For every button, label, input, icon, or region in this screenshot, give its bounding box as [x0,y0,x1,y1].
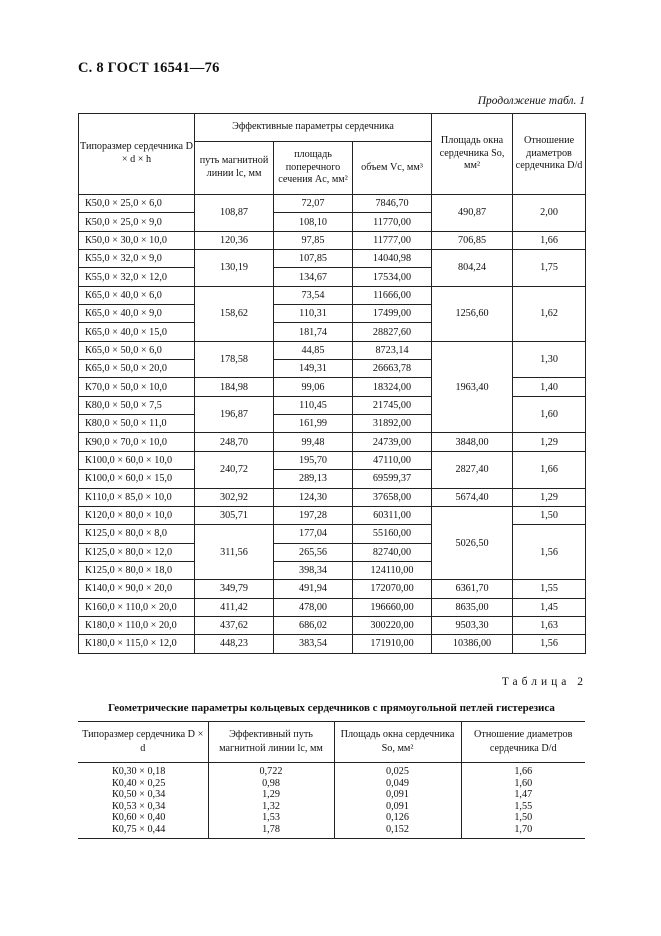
cell-path: 437,62 [195,616,274,634]
cell-area: 110,45 [274,396,353,414]
cell-name: К125,0 × 80,0 × 12,0 [79,543,195,561]
cell-volume: 60311,00 [353,506,432,524]
cell-ratio: 1,56 [513,635,586,653]
cell-name: К65,0 × 40,0 × 15,0 [79,323,195,341]
cell-name: К55,0 × 32,0 × 9,0 [79,250,195,268]
header-window: Площадь окна сердечника So, мм² [432,114,513,195]
cell-path: 305,71 [195,506,274,524]
t2-cell-window: 0,049 [334,778,461,790]
t2-cell-name: К0,75 × 0,44 [78,824,208,838]
table-row [79,580,586,598]
table-row [79,616,586,634]
t2-cell-ratio: 1,50 [461,812,585,824]
cell-volume: 171910,00 [353,635,432,653]
cell-area: 134,67 [274,268,353,286]
t2-cell-window: 0,091 [334,801,461,813]
cell-volume: 26663,78 [353,360,432,378]
cell-path: 108,87 [195,195,274,232]
cell-ratio: 1,62 [513,286,586,341]
cell-ratio: 1,30 [513,341,586,378]
cell-area: 289,13 [274,470,353,488]
cell-path: 178,58 [195,341,274,378]
cell-path: 302,92 [195,488,274,506]
header-volume: объем Vc, мм³ [353,142,432,195]
table-row [79,231,586,249]
cell-volume: 31892,00 [353,415,432,433]
cell-area: 195,70 [274,451,353,469]
cell-window: 804,24 [432,250,513,287]
cell-name: К50,0 × 25,0 × 6,0 [79,195,195,213]
t2-cell-name: К0,40 × 0,25 [112,777,166,789]
cell-volume: 11666,00 [353,286,432,304]
cell-area: 107,85 [274,250,353,268]
table-row [79,451,586,469]
cell-volume: 11770,00 [353,213,432,231]
table-2-label: Таблица 2 [501,676,587,688]
cell-name: К65,0 × 50,0 × 6,0 [79,341,195,359]
cell-window: 706,85 [432,231,513,249]
cell-area: 97,85 [274,231,353,249]
cell-name: К125,0 × 80,0 × 8,0 [79,525,195,543]
cell-volume: 17499,00 [353,305,432,323]
header-area: площадь поперечного сечения Ac, мм² [274,142,353,195]
t2-cell-path: 1,78 [208,824,334,838]
cell-name: К70,0 × 50,0 × 10,0 [79,378,195,396]
cell-window: 1963,40 [432,341,513,433]
cell-path: 120,36 [195,231,274,249]
t2-header-size: Типоразмер сердечника D × d [78,722,208,763]
t2-header-path: Эффективный путь магнитной линии lc, мм [208,722,334,763]
cell-path: 311,56 [195,525,274,580]
cell-name: К100,0 × 60,0 × 10,0 [79,451,195,469]
cell-volume: 300220,00 [353,616,432,634]
cell-area: 110,31 [274,305,353,323]
cell-area: 686,02 [274,616,353,634]
table-2 [78,721,585,839]
cell-name: К180,0 × 115,0 × 12,0 [79,635,195,653]
t2-cell-path: 0,98 [208,778,334,790]
cell-volume: 11777,00 [353,231,432,249]
t2-header-window: Площадь окна сердечника So, мм² [334,722,461,763]
t2-cell-name: К0,50 × 0,34 [112,789,166,801]
cell-name: К120,0 × 80,0 × 10,0 [79,506,195,524]
cell-name: К65,0 × 50,0 × 20,0 [79,360,195,378]
cell-ratio: 1,50 [513,506,586,524]
cell-volume: 124110,00 [353,561,432,579]
cell-ratio: 1,29 [513,433,586,451]
cell-area: 124,30 [274,488,353,506]
cell-volume: 17534,00 [353,268,432,286]
t2-cell-path: 1,53 [208,812,334,824]
t2-cell-ratio: 1,47 [461,789,585,801]
t2-cell-name: К0,60 × 0,40 [112,812,166,824]
t2-cell-window: 0,126 [334,812,461,824]
cell-area: 265,56 [274,543,353,561]
cell-window: 3848,00 [432,433,513,451]
cell-window: 6361,70 [432,580,513,598]
t2-cell-ratio: 1,60 [461,778,585,790]
t2-cell-name: К0,30 × 0,18 [112,766,166,777]
cell-volume: 37658,00 [353,488,432,506]
page-header: С. 8 ГОСТ 16541—76 [78,60,220,76]
t2-cell-path: 1,29 [208,789,334,801]
table-row [78,801,585,813]
cell-window: 9503,30 [432,616,513,634]
cell-window: 5026,50 [432,506,513,579]
cell-area: 197,28 [274,506,353,524]
cell-volume: 28827,60 [353,323,432,341]
t2-header-ratio: Отношение диаметров сердечника D/d [461,722,585,763]
cell-window: 10386,00 [432,635,513,653]
cell-name: К80,0 × 50,0 × 7,5 [79,396,195,414]
cell-name: К65,0 × 40,0 × 6,0 [79,286,195,304]
continuation-label: Продолжение табл. 1 [477,95,585,107]
header-size: Типоразмер сердечника D × d × h [79,114,195,195]
table-row [78,763,585,778]
t2-cell-ratio: 1,66 [461,763,585,778]
cell-name: К125,0 × 80,0 × 18,0 [79,561,195,579]
cell-ratio: 1,56 [513,525,586,580]
cell-name: К65,0 × 40,0 × 9,0 [79,305,195,323]
cell-ratio: 1,75 [513,250,586,287]
cell-name: К55,0 × 32,0 × 12,0 [79,268,195,286]
cell-area: 478,00 [274,598,353,616]
table-row [79,506,586,524]
cell-name: К140,0 × 90,0 × 20,0 [79,580,195,598]
cell-window: 8635,00 [432,598,513,616]
cell-area: 181,74 [274,323,353,341]
t2-cell-window: 0,091 [334,789,461,801]
cell-area: 149,31 [274,360,353,378]
cell-volume: 14040,98 [353,250,432,268]
t2-cell-ratio: 1,70 [461,824,585,838]
cell-ratio: 1,60 [513,396,586,433]
cell-path: 411,42 [195,598,274,616]
t2-cell-ratio: 1,55 [461,801,585,813]
table-row [78,789,585,801]
cell-ratio: 1,29 [513,488,586,506]
cell-path: 130,19 [195,250,274,287]
cell-name: К110,0 × 85,0 × 10,0 [79,488,195,506]
cell-volume: 82740,00 [353,543,432,561]
cell-window: 5674,40 [432,488,513,506]
cell-volume: 18324,00 [353,378,432,396]
cell-volume: 172070,00 [353,580,432,598]
cell-window: 2827,40 [432,451,513,488]
cell-volume: 55160,00 [353,525,432,543]
cell-ratio: 2,00 [513,195,586,232]
cell-area: 72,07 [274,195,353,213]
cell-volume: 47110,00 [353,451,432,469]
table-row [78,824,585,838]
table-row [78,778,585,790]
table-row [79,635,586,653]
t2-cell-path: 1,32 [208,801,334,813]
cell-volume: 8723,14 [353,341,432,359]
table-row [78,812,585,824]
table-row [79,286,586,304]
cell-name: К50,0 × 25,0 × 9,0 [79,213,195,231]
cell-area: 44,85 [274,341,353,359]
cell-area: 73,54 [274,286,353,304]
header-ratio: Отношение диаметров сердечника D/d [513,114,586,195]
cell-window: 1256,60 [432,286,513,341]
table-row [79,433,586,451]
cell-name: К180,0 × 110,0 × 20,0 [79,616,195,634]
cell-volume: 69599,37 [353,470,432,488]
cell-area: 491,94 [274,580,353,598]
cell-window: 490,87 [432,195,513,232]
cell-area: 99,48 [274,433,353,451]
table-row [79,250,586,268]
header-eff-group: Эффективные параметры сердечника [195,114,432,142]
table-row [79,598,586,616]
cell-path: 196,87 [195,396,274,433]
cell-name: К90,0 × 70,0 × 10,0 [79,433,195,451]
table-2-title: Геометрические параметры кольцевых сердечников с прямоугольной петлей гистерезиса [108,702,555,714]
cell-ratio: 1,55 [513,580,586,598]
cell-ratio: 1,63 [513,616,586,634]
cell-area: 398,34 [274,561,353,579]
cell-volume: 196660,00 [353,598,432,616]
cell-ratio: 1,40 [513,378,586,396]
cell-volume: 21745,00 [353,396,432,414]
cell-volume: 7846,70 [353,195,432,213]
cell-area: 177,04 [274,525,353,543]
cell-area: 108,10 [274,213,353,231]
cell-path: 248,70 [195,433,274,451]
table-row [79,488,586,506]
cell-path: 448,23 [195,635,274,653]
cell-area: 383,54 [274,635,353,653]
cell-ratio: 1,45 [513,598,586,616]
cell-path: 184,98 [195,378,274,396]
cell-area: 99,06 [274,378,353,396]
cell-name: К80,0 × 50,0 × 11,0 [79,415,195,433]
header-path: путь магнитной линии lc, мм [195,142,274,195]
t2-cell-window: 0,025 [334,763,461,778]
cell-ratio: 1,66 [513,231,586,249]
cell-path: 349,79 [195,580,274,598]
t2-cell-name: К0,53 × 0,34 [112,800,166,812]
cell-name: К50,0 × 30,0 × 10,0 [79,231,195,249]
cell-area: 161,99 [274,415,353,433]
cell-path: 240,72 [195,451,274,488]
t2-cell-window: 0,152 [334,824,461,838]
cell-ratio: 1,66 [513,451,586,488]
table-row [79,195,586,213]
table-row [79,341,586,359]
table-1 [78,113,586,654]
cell-volume: 24739,00 [353,433,432,451]
cell-name: К160,0 × 110,0 × 20,0 [79,598,195,616]
t2-cell-path: 0,722 [208,763,334,778]
cell-path: 158,62 [195,286,274,341]
cell-name: К100,0 × 60,0 × 15,0 [79,470,195,488]
